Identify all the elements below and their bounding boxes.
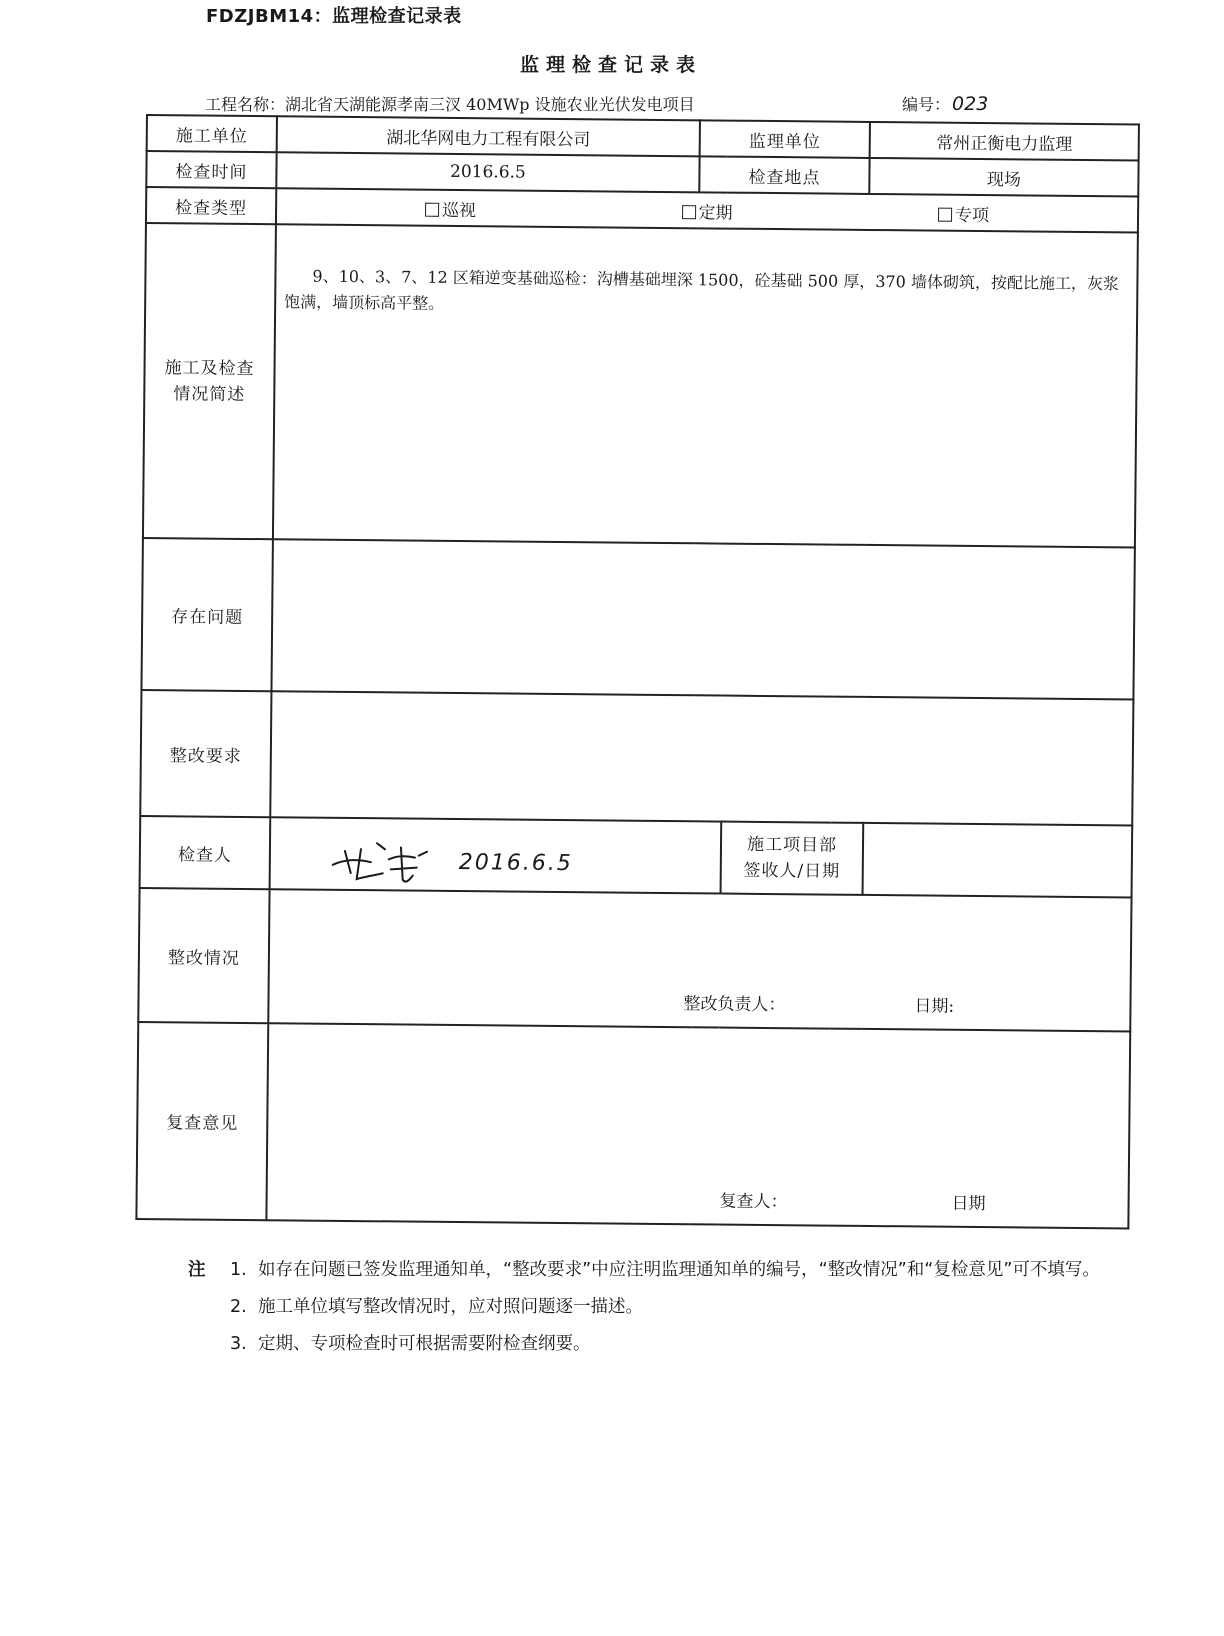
project-dept-signature[interactable] [863, 823, 1133, 898]
inspection-time-value: 2016.6.5 [276, 152, 699, 192]
rectify-status-label: 整改情况 [138, 888, 269, 1023]
rectify-responsible-label: 整改负责人： [683, 994, 786, 1016]
reviewer-label: 复查人： [719, 1191, 788, 1213]
inspection-type-label: 检查类型 [146, 187, 276, 224]
inspection-place-label: 检查地点 [699, 156, 869, 194]
review-label: 复查意见 [136, 1022, 268, 1220]
rectify-date-label: 日期: [914, 996, 955, 1017]
checkbox-icon[interactable] [938, 207, 952, 221]
inspection-time-label: 检查时间 [146, 151, 276, 188]
supervision-unit-label: 监理单位 [700, 120, 870, 158]
inspector-signature-cell [270, 817, 722, 893]
type-option-patrol[interactable]: 巡视 [425, 195, 476, 220]
problems-value [271, 539, 1134, 699]
rectify-requirements-value [270, 691, 1133, 825]
description-value: 9、10、3、7、12 区箱逆变基础巡检：沟槽基础埋深 1500，砼基础 500 厚，370 墙体砌筑，按配比施工，灰浆饱满，墙顶标高平整。 [273, 224, 1138, 547]
problems-label: 存在问题 [141, 538, 272, 691]
note-item: 3. 定期、专项检查时可根据需要附检查纲要。 [230, 1334, 591, 1354]
form-table [135, 114, 1140, 1229]
row-inspector [140, 816, 1133, 898]
construction-unit-value: 湖北华网电力工程有限公司 [277, 116, 700, 156]
review-date-label: 日期 [951, 1193, 986, 1215]
row-rectify-status [138, 888, 1131, 1032]
notes-list [230, 1252, 1108, 1363]
row-rectify-requirements [140, 690, 1133, 826]
notes-head: 注 [188, 1260, 206, 1280]
review-value [266, 1023, 1130, 1228]
document-code: FDZJBM14：监理检查记录表 [206, 6, 462, 27]
checkbox-icon[interactable] [425, 202, 439, 216]
checkbox-icon[interactable] [682, 205, 696, 219]
description-label: 施工及检查 情况简述 [143, 223, 276, 539]
row-problems [141, 538, 1134, 700]
project-name: 湖北省天湖能源孝南三汊 40MWp 设施农业光伏发电项目 [285, 95, 695, 114]
serial-line [902, 92, 988, 115]
rectify-requirements-label: 整改要求 [140, 690, 271, 817]
type-option-special[interactable]: 专项 [938, 200, 989, 225]
inspector-date: 2016.6.5 [458, 850, 573, 877]
serial-label: 编号： [902, 95, 951, 114]
inspection-form [135, 114, 1138, 1289]
notes-section [188, 1252, 1108, 1363]
note-item: 2. 施工单位填写整改情况时，应对照问题逐一描述。 [230, 1297, 643, 1317]
construction-unit-label: 施工单位 [147, 115, 277, 152]
inspector-label: 检查人 [140, 816, 271, 889]
rectify-status-value [268, 889, 1131, 1031]
project-dept-label: 施工项目部 签收人/日期 [721, 822, 864, 895]
row-description [143, 223, 1138, 548]
serial-number: 023 [952, 93, 989, 115]
project-label: 工程名称： [205, 95, 286, 114]
row-review [136, 1022, 1130, 1229]
inspection-place-value: 现场 [869, 158, 1138, 197]
document-title: 监理检查记录表 [520, 54, 703, 76]
note-item: 1. 如存在问题已签发监理通知单，“整改要求”中应注明监理通知单的编号，“整改情况”和“复检意见”可不填写。 [230, 1260, 1100, 1280]
handwritten-signature [331, 829, 462, 890]
supervision-unit-value: 常州正衡电力监理 [870, 122, 1139, 161]
project-line [205, 92, 695, 115]
type-option-regular[interactable]: 定期 [681, 198, 732, 223]
